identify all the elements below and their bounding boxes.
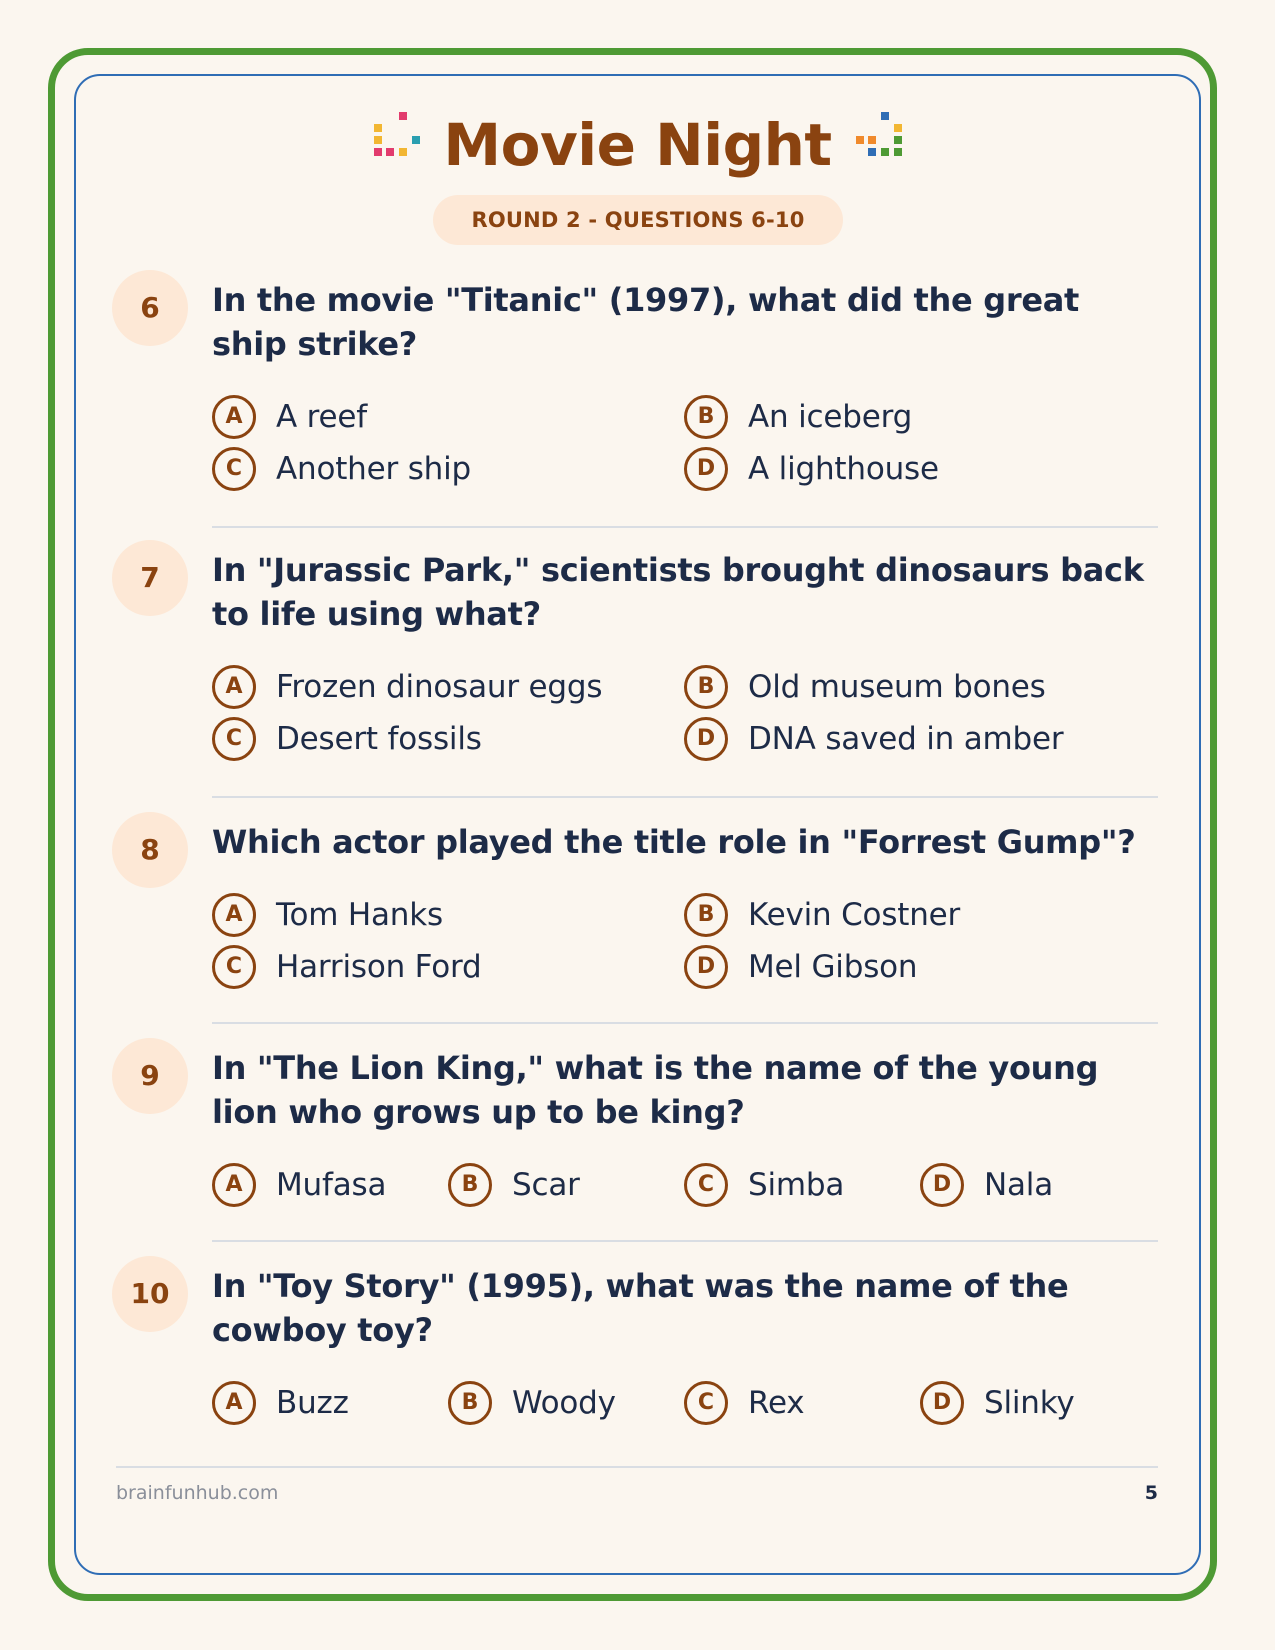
question-number: 8 (112, 812, 188, 888)
option-text: Simba (748, 1167, 845, 1203)
option-d[interactable] (920, 1378, 1075, 1428)
option-letter: A (212, 1163, 256, 1207)
option-a[interactable] (212, 662, 602, 712)
option-c[interactable] (684, 1160, 844, 1210)
option-c[interactable] (212, 942, 481, 992)
option-letter: D (920, 1381, 964, 1425)
divider (212, 1240, 1158, 1242)
option-c[interactable] (684, 1378, 804, 1428)
question-9 (112, 1038, 1162, 1218)
pixel-confetti-icon (856, 112, 908, 164)
option-letter: A (212, 893, 256, 937)
option-a[interactable] (212, 392, 367, 442)
option-b[interactable] (684, 662, 1046, 712)
question-7 (112, 540, 1162, 765)
option-text: Nala (984, 1167, 1053, 1203)
option-text: Harrison Ford (276, 949, 482, 985)
option-text: A lighthouse (748, 451, 939, 487)
option-text: DNA saved in amber (748, 721, 1064, 757)
question-text: In "Toy Story" (1995), what was the name of the cowboy toy? (212, 1267, 1069, 1349)
option-letter: B (448, 1163, 492, 1207)
option-letter: B (448, 1381, 492, 1425)
divider (212, 1022, 1158, 1024)
option-letter: D (920, 1163, 964, 1207)
option-text: Woody (512, 1385, 616, 1421)
footer-divider (116, 1466, 1158, 1468)
footer-site: brainfunhub.com (116, 1482, 279, 1504)
option-text: Buzz (276, 1385, 349, 1421)
option-text: Scar (512, 1167, 580, 1203)
option-text: Desert fossils (276, 721, 482, 757)
option-d[interactable] (684, 942, 917, 992)
option-c[interactable] (212, 444, 471, 494)
option-d[interactable] (920, 1160, 1053, 1210)
option-letter: D (684, 945, 728, 989)
round-badge: ROUND 2 - QUESTIONS 6-10 (433, 195, 843, 245)
question-number: 6 (112, 270, 188, 346)
option-letter: B (684, 893, 728, 937)
option-text: Kevin Costner (748, 897, 961, 933)
question-number: 9 (112, 1038, 188, 1114)
question-number: 7 (112, 540, 188, 616)
option-b[interactable] (448, 1378, 616, 1428)
option-text: Mel Gibson (748, 949, 918, 985)
option-text: Tom Hanks (276, 897, 443, 933)
question-text: Which actor played the title role in "Forrest Gump"? (212, 823, 1136, 861)
option-letter: C (212, 447, 256, 491)
option-letter: A (212, 395, 256, 439)
option-d[interactable] (684, 444, 939, 494)
option-b[interactable] (448, 1160, 580, 1210)
header (74, 100, 1201, 190)
option-c[interactable] (212, 714, 482, 764)
question-text: In "The Lion King," what is the name of the young lion who grows up to be king? (212, 1049, 1099, 1131)
option-letter: C (684, 1163, 728, 1207)
page-title: Movie Night (443, 111, 832, 179)
page-number: 5 (1144, 1482, 1158, 1504)
question-6 (112, 270, 1162, 495)
question-8 (112, 812, 1162, 1002)
divider (212, 526, 1158, 528)
option-d[interactable] (684, 714, 1063, 764)
option-text: Slinky (984, 1385, 1075, 1421)
option-text: Frozen dinosaur eggs (276, 669, 603, 705)
question-number: 10 (112, 1256, 188, 1332)
option-letter: A (212, 1381, 256, 1425)
option-b[interactable] (684, 392, 912, 442)
question-text: In the movie "Titanic" (1997), what did the great ship strike? (212, 281, 1080, 363)
option-letter: B (684, 665, 728, 709)
option-letter: C (212, 717, 256, 761)
question-text: In "Jurassic Park," scientists brought dinosaurs back to life using what? (212, 551, 1144, 633)
question-10 (112, 1256, 1162, 1436)
option-letter: B (684, 395, 728, 439)
option-text: Another ship (276, 451, 471, 487)
option-letter: D (684, 717, 728, 761)
option-text: Old museum bones (748, 669, 1046, 705)
option-letter: D (684, 447, 728, 491)
option-text: Mufasa (276, 1167, 387, 1203)
divider (212, 796, 1158, 798)
option-text: An iceberg (748, 399, 913, 435)
option-letter: C (684, 1381, 728, 1425)
option-text: A reef (276, 399, 367, 435)
option-a[interactable] (212, 890, 443, 940)
option-text: Rex (748, 1385, 805, 1421)
option-letter: C (212, 945, 256, 989)
option-b[interactable] (684, 890, 960, 940)
option-a[interactable] (212, 1160, 386, 1210)
option-a[interactable] (212, 1378, 349, 1428)
option-letter: A (212, 665, 256, 709)
